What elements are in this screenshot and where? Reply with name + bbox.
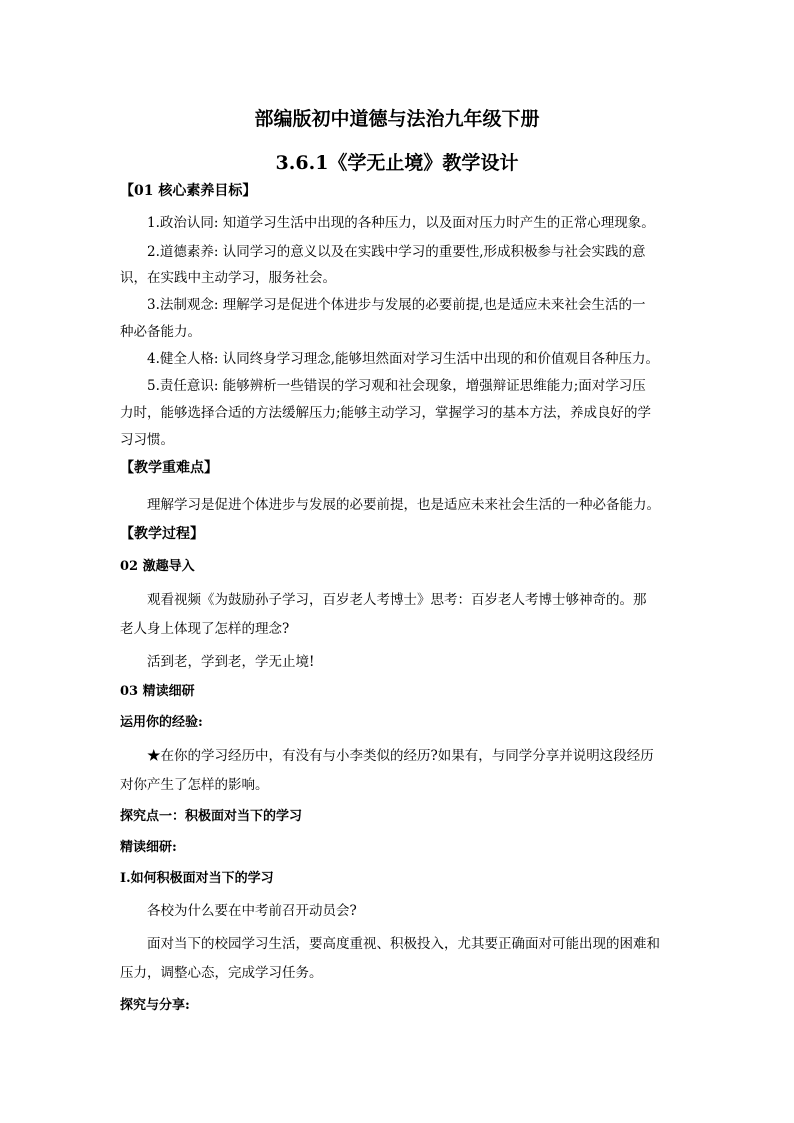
goal-item-3-line-2: 种必备能力。 (120, 324, 201, 340)
point-1-heading: Ⅰ.如何积极面对当下的学习 (120, 871, 274, 886)
goal-item-4: 4.健全人格: 认同终身学习理念,能够坦然面对学习生活中出现的和价值观目各种压力。 (147, 351, 660, 367)
goal-item-5-line-3: 习习惯。 (120, 432, 174, 448)
goal-item-1: 1.政治认同: 知道学习生活中出现的各种压力，以及面对压力时产生的正常心理现象。 (147, 215, 655, 231)
section-heading-process: 【教学过程】 (120, 526, 204, 542)
goal-item-5-line-2: 力时，能够选择合适的方法缓解压力;能够主动学习，掌握学习的基本方法，养成良好的学 (120, 405, 652, 421)
section-heading-core-goals: 【01 核心素养目标】 (120, 183, 257, 199)
goal-item-3-line-1: 3.法制观念: 理解学习是促进个体进步与发展的必要前提,也是适应未来社会生活的一 (147, 297, 646, 313)
experience-line-2: 对你产生了怎样的影响。 (120, 777, 269, 793)
experience-line-1: ★在你的学习经历中，有没有与小李类似的经历?如果有，与同学分享并说明这段经历 (147, 748, 654, 764)
close-read-heading: 精读细研: (120, 840, 177, 855)
answer-1-line-1: 面对当下的校园学习生活，要高度重视、积极投入，尤其要正确面对可能出现的困难和 (147, 936, 660, 952)
part-02-line-1: 观看视频《为鼓励孙子学习，百岁老人考博士》思考：百岁老人考博士够神奇的。那 (147, 592, 647, 608)
document-subtitle: 3.6.1《学无止境》教学设计 (275, 152, 519, 174)
part-02-heading: 02 激趣导入 (120, 559, 195, 574)
document-title: 部编版初中道德与法治九年级下册 (254, 108, 540, 130)
part-02-answer: 活到老，学到老，学无止境! (147, 654, 315, 670)
goal-item-2-line-1: 2.道德素养: 认同学习的意义以及在实践中学习的重要性,形成积极参与社会实践的意 (147, 244, 646, 260)
part-02-line-2: 老人身上体现了怎样的理念? (120, 621, 290, 637)
part-03-heading: 03 精读细研 (120, 684, 195, 699)
experience-heading: 运用你的经验: (120, 715, 203, 730)
section-heading-key-points: 【教学重难点】 (120, 460, 218, 476)
goal-item-5-line-1: 5.责任意识: 能够辨析一些错误的学习观和社会现象，增强辩证思维能力;面对学习压 (147, 378, 646, 394)
answer-1-line-2: 压力，调整心态，完成学习任务。 (120, 965, 323, 981)
question-1: 各校为什么要在中考前召开动员会? (147, 903, 357, 919)
key-points-body: 理解学习是促进个体进步与发展的必要前提，也是适应未来社会生活的一种必备能力。 (147, 497, 660, 513)
explore-point-1-heading: 探究点一：积极面对当下的学习 (120, 809, 303, 824)
explore-share-heading: 探究与分享: (120, 998, 190, 1013)
goal-item-2-line-2: 识，在实践中主动学习，服务社会。 (120, 270, 336, 286)
